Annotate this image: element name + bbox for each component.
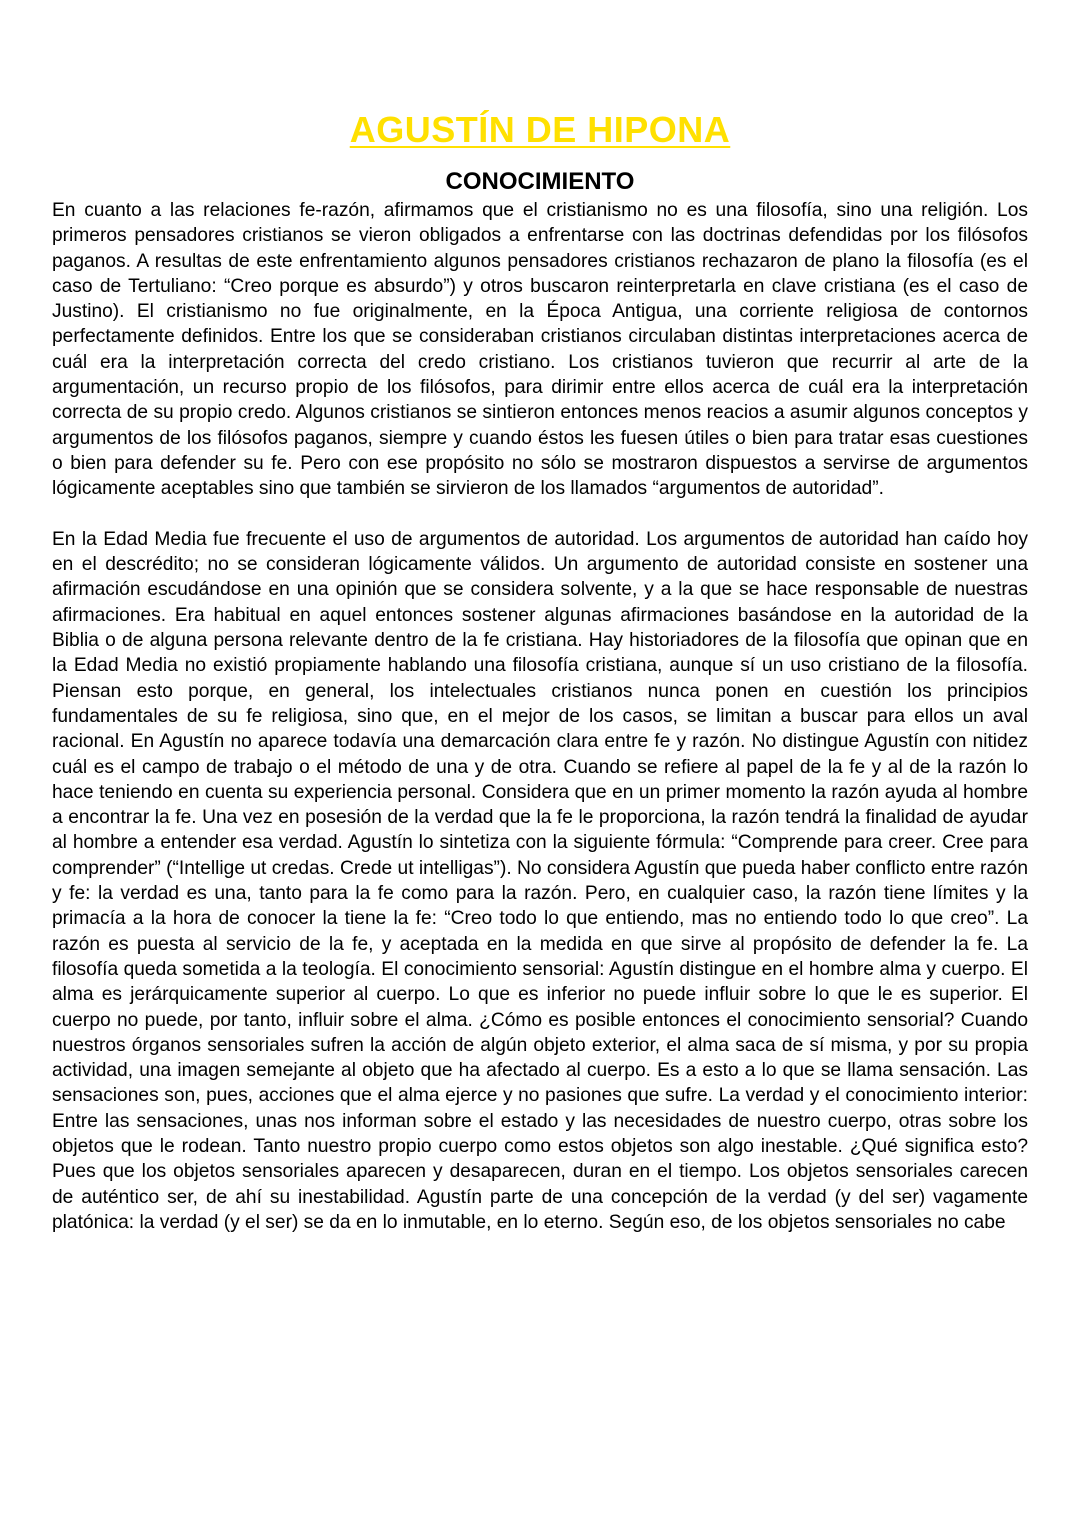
document-title: AGUSTÍN DE HIPONA (349, 109, 731, 150)
document-page (52, 106, 1028, 1235)
paragraph-2: En la Edad Media fue frecuente el uso de argumentos de autoridad. Los argumentos de autoridad han caído hoy en el descrédito; no se consideran lógicamente válidos. Un argumento de autoridad consiste en sostener una afirmación escudándose en una opinión que se considera solvente, y a la que se hace responsable de nuestras afirmaciones. Era habitual en aquel entonces sostener algunas afirmaciones basándose en la autoridad de la Biblia o de alguna persona relevante dentro de la fe cristiana. Hay historiadores de la filosofía que opinan que en la Edad Media no existió propiamente hablando una filosofía cristiana, aunque sí un uso cristiano de la filosofía. Piensan esto porque, en general, los intelectuales cristianos nunca ponen en cuestión los principios fundamentales de su fe religiosa, sino que, en el mejor de los casos, se limitan a buscar para ellos un aval racional. En Agustín no aparece todavía una demarcación clara entre fe y razón. No distingue Agustín con nitidez cuál es el campo de trabajo o el método de una y de otra. Cuando se refiere al papel de la fe y al de la razón lo hace teniendo en cuenta su experiencia personal. Considera que en un primer momento la razón ayuda al hombre a encontrar la fe. Una vez en posesión de la verdad que la fe le proporciona, la razón tendrá la finalidad de ayudar al hombre a entender esa verdad. Agustín lo sintetiza con la siguiente fórmula: “Comprende para creer. Cree para comprender” (“Intellige ut credas. Crede ut intelligas”). No considera Agustín que pueda haber conflicto entre razón y fe: la verdad es una, tanto para la fe como para la razón. Pero, en cualquier caso, la razón tiene límites y la primacía a la hora de conocer la tiene la fe: “Creo todo lo que entiendo, mas no entiendo todo lo que creo”. La razón es puesta al servicio de la fe, y aceptada en la medida en que sirve al propósito de defender la fe. La filosofía queda sometida a la teología. El conocimiento sensorial: Agustín distingue en el hombre alma y cuerpo. El alma es jerárquicamente superior al cuerpo. Lo que es inferior no puede influir sobre lo que le es superior. El cuerpo no puede, por tanto, influir sobre el alma. ¿Cómo es posible entonces el conocimiento sensorial? Cuando nuestros órganos sensoriales sufren la acción de algún objeto exterior, el alma saca de sí misma, y por su propia actividad, una imagen semejante al objeto que ha afectado al cuerpo. Es a esto a lo que se llama sensación. Las sensaciones son, pues, acciones que el alma ejerce y no pasiones que sufre. La verdad y el conocimiento interior: Entre las sensaciones, unas nos informan sobre el estado y las necesidades de nuestro cuerpo, otras sobre los objetos que le rodean. Tanto nuestro propio cuerpo como estos objetos son algo inestable. ¿Qué significa esto? Pues que los objetos sensoriales aparecen y desaparecen, duran en el tiempo. Los objetos sensoriales carecen de auténtico ser, de ahí su inestabilidad. Agustín parte de una concepción de la verdad (y del ser) vagamente platónica: la verdad (y el ser) se da en lo inmutable, en lo eterno. Según eso, de los objetos sensoriales no cabe (52, 528, 1028, 1233)
paragraph-1: En cuanto a las relaciones fe-razón, afirmamos que el cristianismo no es una filosofía, sino una religión. Los primeros pensadores cristianos se vieron obligados a enfrentarse con las doctrinas defendidas por los filósofos paganos. A resultas de este enfrentamiento algunos pensadores cristianos rechazaron de plano la filosofía (es el caso de Tertuliano: “Creo porque es absurdo”) y otros buscaron reinterpretarla en clave cristiana (es el caso de Justino). El cristianismo no fue originalmente, en la Época Antigua, una corriente religiosa de contornos perfectamente definidos. Entre los que se consideraban cristianos circulaban distintas interpretaciones acerca de cuál era la interpretación correcta del credo cristiano. Los cristianos tuvieron que recurrir al arte de la argumentación, un recurso propio de los filósofos, para dirimir entre ellos acerca de cuál era la interpretación correcta de su propio credo. Algunos cristianos se sintieron entonces menos reacios a asumir algunos conceptos y argumentos de los filósofos paganos, siempre y cuando éstos les fuesen útiles o bien para tratar esas cuestiones o bien para defender su fe. Pero con ese propósito no sólo se mostraron dispuestos a servirse de argumentos lógicamente aceptables sino que también se sirvieron de los llamados “argumentos de autoridad”. (52, 200, 1028, 500)
body-text (52, 198, 1028, 1235)
section-heading: CONOCIMIENTO (445, 168, 635, 195)
